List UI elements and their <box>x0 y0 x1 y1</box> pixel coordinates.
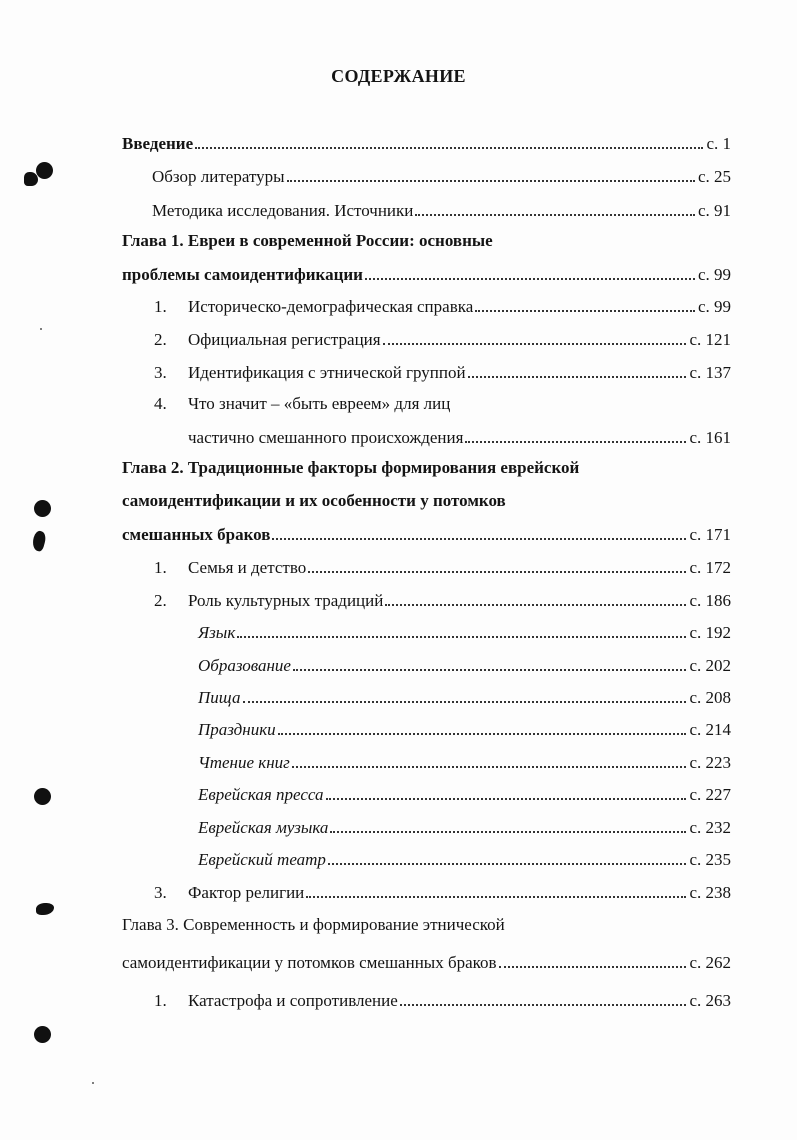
toc-entry-1-4-line1 <box>154 393 450 417</box>
toc-page: с. 232 <box>689 818 731 837</box>
toc-number: 1. <box>154 558 167 577</box>
toc-label: Образование <box>198 656 291 675</box>
toc-number: 2. <box>154 330 167 349</box>
toc-leader <box>499 966 687 968</box>
toc-page: с. 99 <box>697 297 731 316</box>
toc-leader <box>385 604 686 606</box>
toc-number: 4. <box>154 394 167 413</box>
punch-hole <box>34 500 51 517</box>
toc-entry-holidays <box>198 717 731 741</box>
toc-leader <box>475 310 695 312</box>
toc-label: Фактор религии <box>188 883 305 902</box>
toc-page: с. 186 <box>689 591 731 610</box>
toc-entry-introduction <box>122 131 731 155</box>
speck <box>92 1082 94 1084</box>
punch-hole <box>36 162 53 179</box>
toc-entry-language <box>198 620 731 644</box>
toc-leader <box>292 766 687 768</box>
toc-entry-music <box>198 815 731 839</box>
toc-leader <box>365 278 695 280</box>
toc-number: 1. <box>154 297 167 316</box>
toc-entry-2-3 <box>154 880 731 904</box>
toc-leader <box>330 831 686 833</box>
toc-number: 2. <box>154 591 167 610</box>
toc-label: Семья и детство <box>188 558 307 577</box>
toc-label: Официальная регистрация <box>188 330 381 349</box>
punch-hole <box>34 788 51 805</box>
toc-leader <box>293 669 686 671</box>
toc-chapter-3-line1: Глава 3. Современность и формирование этнической <box>122 915 505 934</box>
toc-entry-chapter-1 <box>122 262 731 286</box>
toc-entry-theatre <box>198 847 731 871</box>
speck <box>40 328 42 330</box>
toc-leader <box>243 701 687 703</box>
toc-chapter-1-line1: Глава 1. Евреи в современной России: основные <box>122 231 493 250</box>
toc-page: с. 214 <box>689 720 731 739</box>
toc-leader <box>237 636 686 638</box>
toc-page: с. 25 <box>697 167 731 186</box>
toc-label: Чтение книг <box>198 753 290 772</box>
toc-leader <box>383 343 687 345</box>
toc-label: Еврейская пресса <box>198 785 324 804</box>
toc-page: с. 171 <box>689 525 731 544</box>
toc-leader <box>308 571 686 573</box>
toc-number: 3. <box>154 363 167 382</box>
toc-page: с. 263 <box>689 991 731 1010</box>
toc-entry-chapter-3 <box>122 950 731 974</box>
toc-leader <box>415 214 695 216</box>
toc-label: Еврейский театр <box>198 850 326 869</box>
toc-label: частично смешанного происхождения <box>188 428 464 447</box>
toc-chapter-2-line1: Глава 2. Традиционные факторы формирования еврейской <box>122 458 580 477</box>
toc-entry-press <box>198 782 731 806</box>
toc-entry-education <box>198 653 731 677</box>
toc-page: с. 172 <box>689 558 731 577</box>
toc-label: Введение <box>122 134 194 153</box>
toc-entry-1-1 <box>154 294 731 318</box>
toc-page: с. 202 <box>689 656 731 675</box>
toc-label: Катастрофа и сопротивление <box>188 991 398 1010</box>
toc-number: 3. <box>154 883 167 902</box>
toc-page: с. 161 <box>689 428 731 447</box>
toc-entry-chapter-2 <box>122 522 731 546</box>
page-title: СОДЕРЖАНИЕ <box>331 66 466 86</box>
toc-page: с. 262 <box>689 953 731 972</box>
toc-entry-reading <box>198 750 731 774</box>
toc-page: с. 235 <box>689 850 731 869</box>
toc-page: с. 208 <box>689 688 731 707</box>
toc-label: Язык <box>198 623 236 642</box>
toc-entry-2-1 <box>154 555 731 579</box>
ink-blot <box>31 530 48 552</box>
toc-label: Роль культурных традиций <box>188 591 384 610</box>
toc-leader <box>306 896 686 898</box>
toc-label: Методика исследования. Источники <box>152 201 414 220</box>
toc-label: Пища <box>198 688 241 707</box>
toc-entry-literature-review <box>152 164 731 188</box>
toc-page: с. 1 <box>706 134 731 153</box>
toc-page: с. 121 <box>689 330 731 349</box>
toc-label: Еврейская музыка <box>198 818 329 837</box>
ink-blot <box>36 903 54 915</box>
toc-leader <box>326 798 687 800</box>
toc-entry-3-1 <box>154 988 731 1012</box>
toc-leader <box>272 538 686 540</box>
ink-blot <box>24 172 38 186</box>
toc-leader <box>468 376 687 378</box>
toc-page: с. 192 <box>689 623 731 642</box>
toc-leader <box>278 733 687 735</box>
toc-leader <box>195 147 703 149</box>
toc-label: Историческо-демографическая справка <box>188 297 474 316</box>
toc-entry-methodology <box>152 198 731 222</box>
toc-label: самоидентификации у потомков смешанных браков <box>122 953 497 972</box>
toc-leader <box>400 1004 687 1006</box>
toc-page: с. 227 <box>689 785 731 804</box>
toc-leader <box>465 441 686 443</box>
toc-entry-1-3 <box>154 360 731 384</box>
toc-page: с. 223 <box>689 753 731 772</box>
toc-page: с. 137 <box>689 363 731 382</box>
toc-leader <box>287 180 695 182</box>
toc-page: с. 99 <box>697 265 731 284</box>
toc-leader <box>328 863 687 865</box>
toc-entry-1-2 <box>154 327 731 351</box>
toc-entry-2-2 <box>154 588 731 612</box>
toc-label: Что значит – «быть евреем» для лиц <box>188 394 451 413</box>
toc-entry-1-4 <box>188 425 731 449</box>
toc-label: проблемы самоидентификации <box>122 265 363 284</box>
toc-page: с. 91 <box>697 201 731 220</box>
toc-label: Праздники <box>198 720 276 739</box>
toc-label: Обзор литературы <box>152 167 285 186</box>
toc-entry-food <box>198 685 731 709</box>
toc-label: Идентификация с этнической группой <box>188 363 466 382</box>
toc-label: смешанных браков <box>122 525 271 544</box>
toc-chapter-2-line2: самоидентификации и их особенности у потомков <box>122 491 506 510</box>
toc-number: 1. <box>154 991 167 1010</box>
punch-hole <box>34 1026 51 1043</box>
toc-page: с. 238 <box>689 883 731 902</box>
